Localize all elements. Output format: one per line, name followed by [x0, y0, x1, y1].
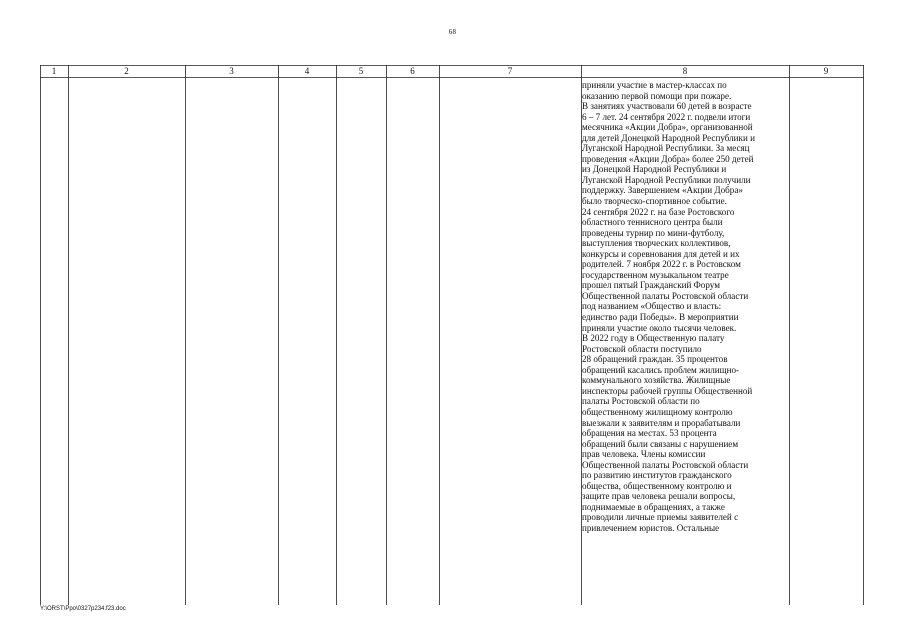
- column-header-9: 9: [823, 66, 829, 76]
- column-header-2: 2: [124, 66, 129, 76]
- data-table: [40, 65, 864, 605]
- cell-text-line: общества, общественному контролю и: [582, 480, 732, 491]
- column-header-5: 5: [358, 66, 364, 76]
- document-file-path: Y:\ORST\Ppo\0327p234.f23.doc: [40, 606, 126, 612]
- cell-text-line: Общественной палаты Ростовской области: [582, 290, 749, 301]
- cell-text-line: из Донецкой Народной Республики и: [582, 164, 727, 175]
- cell-text-line: конкурсы и соревнования для детей и их: [582, 248, 740, 259]
- cell-text-line: защите прав человека решали вопросы,: [582, 491, 736, 502]
- cell-text-line: Ростовской области поступило: [582, 343, 702, 354]
- cell-text-line: месячника «Акции Добра», организованной: [582, 122, 753, 133]
- column-header-8: 8: [682, 66, 688, 76]
- cell-text-line: единство ради Победы». В мероприятии: [582, 312, 739, 323]
- cell-text-line: Общественной палаты Ростовской области: [582, 459, 749, 470]
- cell-text-line: инспекторы рабочей группы Общественной: [582, 385, 753, 396]
- cell-text-line: приняли участие в мастер-классах по: [582, 80, 727, 90]
- cell-text-line: прав человека. Члены комиссии: [582, 449, 706, 460]
- cell-text-line: палаты Ростовской области по: [582, 396, 700, 407]
- cell-text-line: привлечением юристов. Остальные: [582, 522, 720, 533]
- cell-text-line: оказанию первой помощи при пожаре.: [582, 90, 732, 101]
- cell-text-line: обращений касались проблем жилищно-: [582, 364, 740, 375]
- cell-text-line: государственном музыкальном театре: [582, 269, 729, 280]
- cell-text-line: приняли участие около тысячи человек.: [582, 322, 737, 333]
- page-number: 68: [448, 28, 457, 36]
- cell-text-line: выезжали к заявителям и прорабатывали: [582, 417, 741, 428]
- cell-text-line: В 2022 году в Общественную палату: [582, 333, 725, 344]
- cell-text-line: проведения «Акции Добра» более 250 детей: [582, 153, 754, 164]
- cell-text-line: Луганской Народной Республики. За месяц: [582, 143, 750, 154]
- cell-text-line: 24 сентября 2022 г. на базе Ростовского: [582, 206, 735, 217]
- cell-text-line: для детей Донецкой Народной Республики и: [582, 132, 755, 143]
- cell-text-line: 28 обращений граждан. 35 процентов: [582, 354, 728, 365]
- cell-text-line: поднимаемые в обращениях, а также: [582, 501, 725, 512]
- cell-text-line: было творческо-спортивное событие.: [582, 196, 727, 207]
- cell-text-line: обращений были связаны с нарушением: [582, 438, 739, 449]
- column-header-4: 4: [304, 66, 310, 76]
- cell-text-line: прошел пятый Гражданский Форум: [582, 280, 720, 291]
- cell-text-line: 6 – 7 лет. 24 сентября 2022 г. подвели итоги: [582, 111, 751, 122]
- cell-text-line: под названием «Общество и власть:: [582, 301, 722, 312]
- cell-text-line: поддержку. Завершением «Акции Добра»: [582, 185, 743, 196]
- cell-text-line: В занятиях участвовали 60 детей в возрасте: [582, 101, 752, 112]
- cell-text-line: Луганской Народной Республики получили: [582, 174, 751, 185]
- cell-text-line: областного теннисного центра были: [582, 217, 723, 228]
- cell-text-line: родителей. 7 ноября 2022 г. в Ростовском: [582, 259, 741, 270]
- column-header-1: 1: [51, 66, 57, 76]
- cell-text-line: проведены турнир по мини-футболу,: [582, 227, 725, 238]
- column-8-cell-text: [582, 80, 786, 605]
- cell-text-line: общественному жилищному контролю: [582, 406, 733, 417]
- cell-text-line: выступления творческих коллективов,: [582, 238, 731, 249]
- column-header-3: 3: [229, 66, 234, 76]
- cell-text-line: по развитию институтов гражданского: [582, 470, 732, 481]
- cell-text-line: коммунального хозяйства. Жилищные: [582, 375, 731, 386]
- cell-text-line: обращения на местах. 53 процента: [582, 428, 717, 439]
- column-header-6: 6: [410, 66, 415, 76]
- cell-text-line: проводили личные приемы заявителей с: [582, 512, 739, 523]
- column-header-7: 7: [507, 66, 513, 76]
